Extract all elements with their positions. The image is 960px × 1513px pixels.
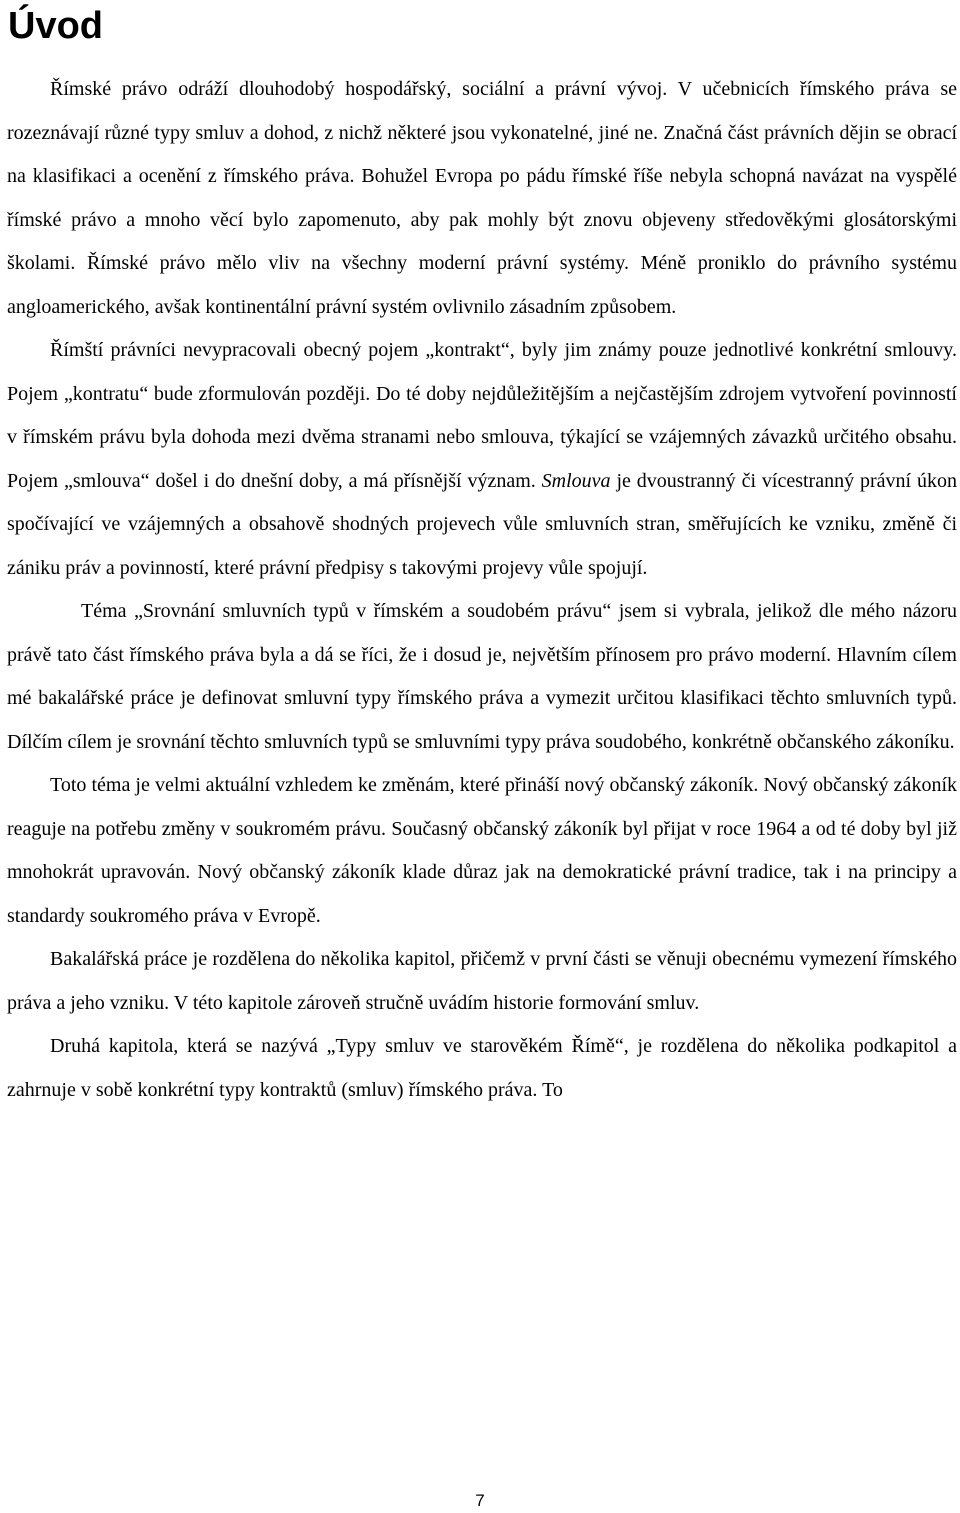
paragraph-contract-concept [7,329,957,590]
page-number: 7 [475,1491,485,1510]
paragraph-civil-code: Toto téma je velmi aktuální vzhledem ke změnám, které přináší nový občanský zákoník. Nový občanský zákoník reaguje na potřebu změny v soukromém právu. Současný občanský zákoník byl přijat v roce 1964 a od té doby byl již mnohokrát upravován. Nový občanský zákoník klade důraz jak na demokratické právní tradice, tak i na principy a standardy soukromého práva v Evropě. [7,774,957,927]
page-title: Úvod [8,5,103,47]
paragraph-thesis-structure: Bakalářská práce je rozdělena do několika kapitol, přičemž v první části se věnuji obecnému vymezení římského práva a jeho vzniku. V této kapitole zároveň stručně uvádím historie formování smluv. [7,948,957,1014]
paragraph-thesis-topic: Téma „Srovnání smluvních typů v římském a soudobém právu“ jsem si vybrala, jelikož dle mého názoru právě tato část římského práva byla a dá se říci, že i dosud je, největším přínosem pro právo moderní. Hlavním cílem mé bakalářské práce je definovat smluvní typy římského práva a vymezit určitou klasifikaci těchto smluvních typů. Dílčím cílem je srovnání těchto smluvních typů se smluvními typy práva soudobého, konkrétně občanského zákoníku. [7,600,957,753]
paragraph-second-chapter: Druhá kapitola, která se nazývá „Typy smluv ve starověkém Římě“, je rozdělena do několika podkapitol a zahrnuje v sobě konkrétní typy kontraktů (smluv) římského práva. To [7,1035,957,1101]
paragraph-contract-definition-text: je dvoustranný či vícestranný právní úkon spočívající ve vzájemných a obsahově shodných projevech vůle smluvních stran, směřujících ke vzniku, změně či zániku práv a povinností, které právní předpisy s takovými projevy vůle spojují. [7,469,957,579]
paragraph-contract-concept-text: Římští právníci nevypracovali obecný pojem „kontrakt“, byly jim známy pouze jednotlivé konkrétní smlouvy. Pojem „kontratu“ bude zformulován později. Do té doby nejdůležitějším a nejčastějším zdrojem vytvoření povinností v římském právu byla dohoda mezi dvěma stranami nebo smlouva, týkající se vzájemných závazků určitého obsahu. Pojem „smlouva“ došel i do dnešní doby, a má přísnější význam. [7,339,957,492]
document-body [7,68,957,1112]
smlouva-term-italic: Smlouva [541,469,611,492]
paragraph-roman-law-intro: Římské právo odráží dlouhodobý hospodářský, sociální a právní vývoj. V učebnicích římského práva se rozeznávají různé typy smluv a dohod, z nichž některé jsou vykonatelné, jiné ne. Značná část právních dějin se obrací na klasifikaci a ocenění z římského práva. Bohužel Evropa po pádu římské říše nebyla schopná navázat na vyspělé římské právo a mnoho věcí bylo zapomenuto, aby pak mohly být znovu objeveny středověkými glosátorskými školami. Římské právo mělo vliv na všechny moderní právní systémy. Méně proniklo do právního systému angloamerického, avšak kontinentální právní systém ovlivnilo zásadním způsobem. [7,78,957,318]
